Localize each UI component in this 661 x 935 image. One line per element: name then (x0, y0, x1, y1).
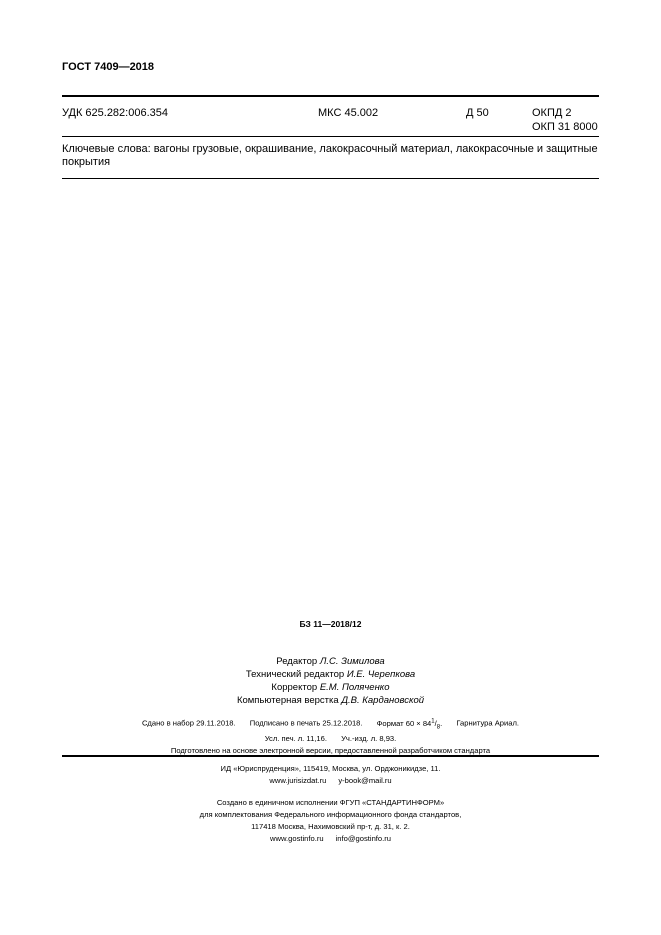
credit-editor (0, 655, 661, 668)
okpd-code: ОКПД 2 (532, 107, 572, 119)
publisher-address: ИД «Юриспруденция», 115419, Москва, ул. Орджоникидзе, 11. (220, 764, 441, 773)
publisher-site: www.jurisizdat.ru (269, 776, 327, 785)
publisher-info (0, 763, 661, 787)
credit-role: Компьютерная верстка (236, 695, 339, 706)
print-line-2 (0, 733, 661, 745)
creator-line-2: для комплектования Федерального информационного фонда стандартов, (199, 810, 462, 819)
publisher-email: y-book@mail.ru (338, 776, 392, 785)
bz-number: БЗ 11—2018/12 (299, 619, 362, 629)
okpd-codes (532, 106, 598, 134)
creator-line-1: Создано в единичном исполнении ФГУП «СТАНДАРТИНФОРМ» (216, 798, 445, 807)
credit-person: Л.С. Зимилова (319, 656, 385, 667)
credit-person: И.Е. Черепкова (346, 669, 416, 680)
bottom-rule (62, 755, 599, 757)
meta-rule (62, 136, 599, 137)
creator-info (0, 797, 661, 845)
publisher-contacts (0, 775, 661, 787)
credit-person: Д.В. Кардановской (341, 695, 425, 706)
udk-code: УДК 625.282:006.354 (62, 107, 168, 119)
format-suffix: . (440, 718, 443, 728)
credit-layout (0, 694, 661, 707)
top-rule (62, 95, 599, 97)
format-prefix: Формат 60 × 84 (376, 718, 432, 728)
format-numerator: 1 (431, 718, 435, 724)
prepared-note: Подготовлено на основе электронной версии, предоставленной разработчиком стандарта (170, 746, 491, 756)
credit-role: Корректор (271, 682, 318, 693)
format-denominator: 8 (436, 724, 441, 731)
okp-code: ОКП 31 8000 (532, 121, 598, 133)
mks-code: МКС 45.002 (318, 107, 379, 119)
credits-block (0, 655, 661, 707)
uch-izd: Уч.-изд. л. 8,93. (341, 734, 397, 744)
keywords-rule (62, 178, 599, 179)
print-line-1 (0, 715, 661, 733)
print-info (0, 715, 661, 757)
creator-email: info@gostinfo.ru (335, 834, 392, 843)
sent-date: Сдано в набор 29.11.2018. (141, 718, 236, 728)
print-format: Формат $60 \times 84^1/_8$. (376, 718, 443, 731)
standard-number: ГОСТ 7409—2018 (62, 61, 155, 73)
credit-role: Технический редактор (245, 669, 345, 680)
keywords: Ключевые слова: вагоны грузовые, окрашивание, лакокрасочный материал, лакокрасочные и защитные покрытия (62, 143, 598, 168)
credit-corrector (0, 681, 661, 694)
signed-date: Подписано в печать 25.12.2018. (249, 718, 363, 728)
credit-tech-editor (0, 668, 661, 681)
creator-line-3: 117418 Москва, Нахимовский пр-т, д. 31, к. 2. (251, 822, 410, 831)
d-code: Д 50 (466, 107, 489, 119)
usl-pech: Усл. печ. л. 11,16. (264, 734, 327, 744)
credit-person: Е.М. Поляченко (319, 682, 390, 693)
creator-site: www.gostinfo.ru (269, 834, 324, 843)
typeface: Гарнитура Ариал. (456, 718, 520, 728)
creator-contacts (0, 833, 661, 845)
credit-role: Редактор (276, 656, 318, 667)
